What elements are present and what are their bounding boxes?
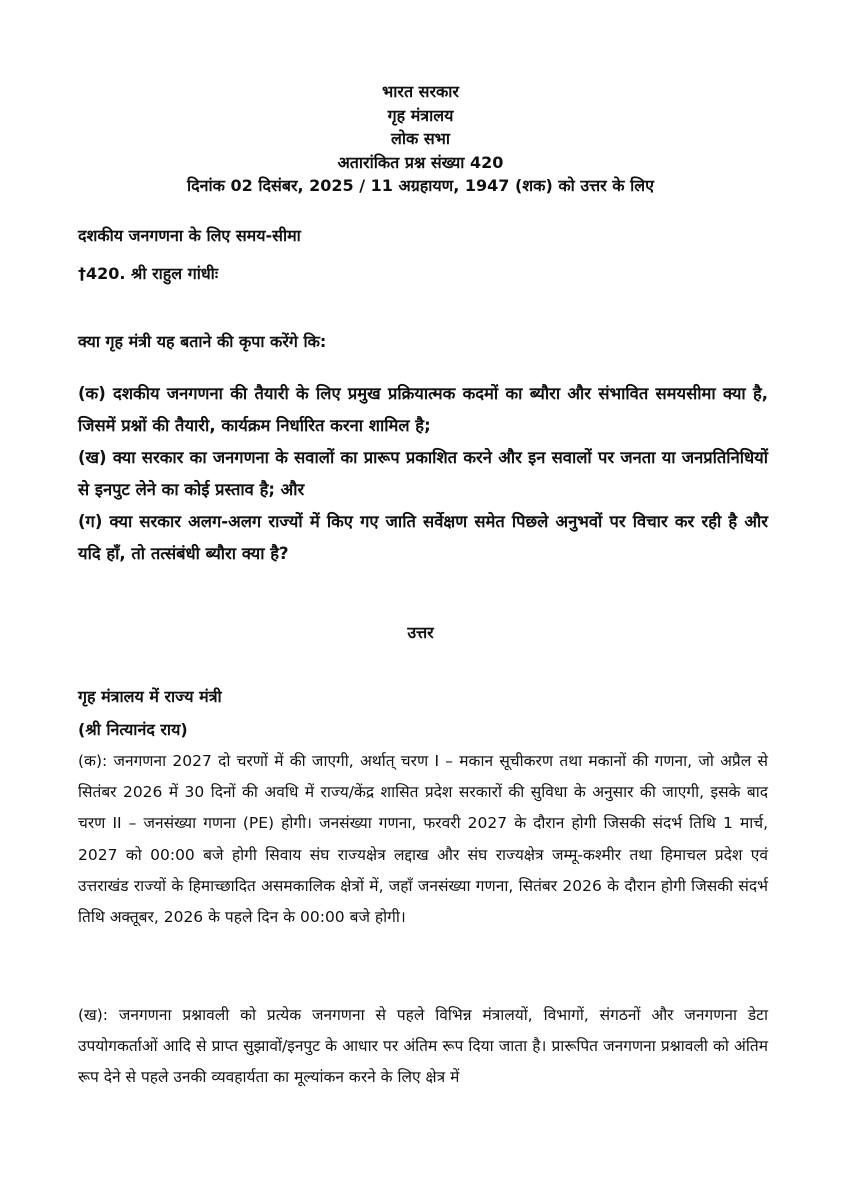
answer-ka (78, 746, 768, 933)
answer-kha (78, 1000, 768, 1094)
header-answer-date: दिनांक 02 दिसंबर, 2025 / 11 अग्रहायण, 1947 (शक) को उत्तर के लिए (187, 176, 654, 195)
minister-block (78, 680, 768, 746)
header-question-number: अतारांकित प्रश्न संख्या 420 (337, 152, 504, 172)
header-government: भारत सरकार (382, 82, 459, 101)
question-item-ga: (ग) क्या सरकार अलग-अलग राज्यों में किए गए जाति सर्वेक्षण समेत पिछले अनुभवों पर विचार कर रही है और यदि हाँ, तो तत्संबंधी ब्यौरा क्या है? (78, 512, 768, 563)
question-item-kha: (ख) क्या सरकार का जनगणना के सवालों का प्रारूप प्रकाशित करने और इन सवालों पर जनता या जनप्रतिनिधियों से इनपुट लेने का कोई प्रस्ताव है; और (78, 448, 768, 499)
answer-ka-text: (क): जनगणना 2027 दो चरणों में की जाएगी, अर्थात् चरण I – मकान सूचीकरण तथा मकानों की गणना, जो अप्रैल से सितंबर 2026 में 30 दिनों की अवधि में राज्य/केंद्र शासित प्रदेश सरकारों की सुविधा के अनुसार की जाएगी, इसके बाद चरण II – जनसंख्या गणना (PE) होगी। जनसंख्या गणना, फरवरी 2027 के दौरान होगी जिसकी संदर्भ तिथि 1 मार्च, 2027 को 00:00 बजे होगी सिवाय संघ राज्यक्षेत्र लद्दाख और संघ राज्यक्षेत्र जम्मू-कश्मीर तथा हिमाचल प्रदेश एवं उत्तराखंड राज्यों के हिमाच्छादित असमकालिक क्षेत्रों में, जहाँ जनसंख्या गणना, सितंबर 2026 के दौरान होगी जिसकी संदर्भ तिथि अक्तूबर, 2026 के पहले दिन के 00:00 बजे होगी। (78, 752, 768, 927)
minister-name: (श्री नित्यानंद राय) (78, 720, 188, 739)
answer-kha-text: (ख): जनगणना प्रश्नावली को प्रत्येक जनगणना से पहले विभिन्न मंत्रालयों, विभागों, संगठनों और जनगणना डेटा उपयोगकर्ताओं आदि से प्राप्त सुझावों/इनपुट के आधार पर अंतिम रूप दिया जाता है। प्रारूपित जनगणना प्रश्नावली को अंतिम रूप देने से पहले उनकी व्यवहार्यता का मूल्यांकन करने के लिए क्षेत्र में (78, 1006, 768, 1087)
header-ministry: गृह मंत्रालय (387, 105, 454, 125)
question-intro: क्या गृह मंत्री यह बताने की कृपा करेंगे कि: (78, 332, 327, 351)
question-subject: दशकीय जनगणना के लिए समय-सीमा (78, 226, 301, 245)
question-list (78, 378, 768, 570)
question-item-ka: (क) दशकीय जनगणना की तैयारी के लिए प्रमुख प्रक्रियात्मक कदमों का ब्यौरा और संभावित समयसीमा क्या है, जिसमें प्रश्नों की तैयारी, कार्यक्रम निर्धारित करना शामिल है; (78, 384, 768, 435)
minister-designation: गृह मंत्रालय में राज्य मंत्री (78, 687, 222, 706)
answer-title: उत्तर (407, 623, 434, 642)
document-header (0, 80, 841, 198)
header-house: लोक सभा (390, 129, 451, 148)
member-name: †420. श्री राहुल गांधीः (78, 264, 219, 283)
